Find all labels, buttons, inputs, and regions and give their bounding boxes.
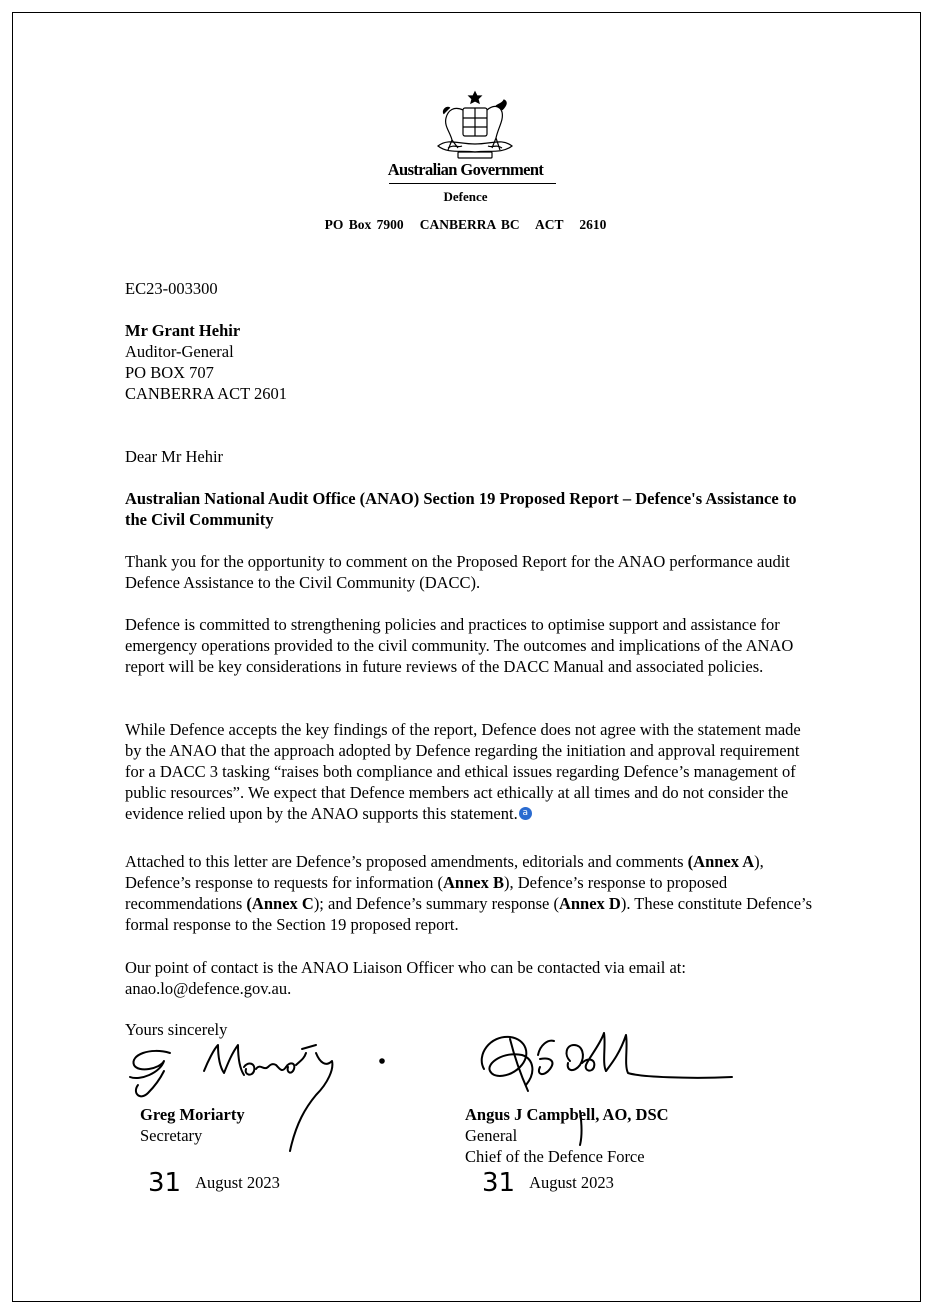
attachments-text-5: ). These constitute Defence’s formal response to the Section 19 proposed report. — [125, 894, 813, 934]
attachments-text-4: ); and Defence’s summary response ( — [313, 894, 559, 913]
reference-number: EC23-003300 — [125, 279, 218, 298]
addressee-city: CANBERRA ACT 2601 — [125, 384, 287, 403]
handwritten-day: 31 — [482, 1168, 516, 1198]
signatory-cdf — [465, 1104, 669, 1167]
addressee-block — [125, 320, 287, 404]
paragraph-commitment: Defence is committed to strengthening policies and practices to optimise support and assistance for emergency operations provided to the civil community. The outcomes and implications of the ANAO report will be key considerations in future reviews of the DACC Manual and associated policies. — [125, 615, 794, 676]
annex-c-label: Annex C — [251, 894, 314, 913]
paragraph-attachments — [125, 851, 815, 935]
attachments-text-1: Attached to this letter are Defence’s proposed amendments, editorials and comments — [125, 852, 688, 871]
signatory-role: Secretary — [140, 1126, 203, 1145]
subject-line: Australian National Audit Office (ANAO) Section 19 Proposed Report – Defence's Assistance to the Civil Community — [125, 489, 797, 529]
annotation-marker-icon[interactable]: a — [519, 807, 532, 820]
signature-date-cdf — [482, 1168, 614, 1198]
handwritten-day: 31 — [148, 1168, 182, 1198]
addressee-box: PO BOX 707 — [125, 363, 214, 382]
annex-d-label: Annex D — [558, 894, 621, 913]
government-name: Australian Government — [387, 160, 544, 179]
paragraph-thanks: Thank you for the opportunity to comment on the Proposed Report for the ANAO performance audit Defence Assistance to the Civil Community (DACC). — [125, 552, 790, 592]
paragraph-contact: Our point of contact is the ANAO Liaison Officer who can be contacted via email at: anao.lo@defence.gov.au. — [125, 958, 686, 998]
signatory-role: Chief of the Defence Force — [465, 1147, 645, 1166]
coat-of-arms-icon — [428, 88, 522, 160]
addressee-title: Auditor-General — [125, 342, 234, 361]
department-address: PO Box 7900 CANBERRA BC ACT 2610 — [324, 217, 607, 232]
date-month-year: August 2023 — [195, 1173, 280, 1192]
attachments-paren-c: ( — [246, 894, 252, 913]
department-name: Defence — [443, 189, 488, 204]
attachments-paren-a: ( — [687, 852, 694, 871]
signatory-rank: General — [465, 1126, 518, 1145]
date-month-year: August 2023 — [529, 1173, 614, 1192]
salutation: Dear Mr Hehir — [125, 447, 224, 466]
attachments-text-3: ), Defence’s response to proposed recommendations — [125, 873, 728, 913]
addressee-name: Mr Grant Hehir — [125, 321, 241, 340]
paragraph-disagreement — [125, 719, 815, 824]
paragraph-disagreement-text: While Defence accepts the key findings of the report, Defence does not agree with the statement made by the ANAO that the approach adopted by Defence regarding the initiation and approval requirement for a DACC 3 tasking “raises both compliance and ethical issues regarding Defence’s management of public resources”. We expect that Defence members act ethically at all times and do not consider the evidence relied upon by the ANAO supports this statement. — [125, 720, 801, 823]
letterhead-divider — [389, 183, 556, 184]
signatory-name: Greg Moriarty — [140, 1105, 245, 1124]
annex-a-label: Annex A — [693, 852, 755, 871]
signatory-secretary — [140, 1104, 245, 1146]
closing: Yours sincerely — [125, 1020, 228, 1039]
annex-b-label: Annex B — [442, 873, 504, 892]
signatory-name: Angus J Campbell, AO, DSC — [465, 1105, 669, 1124]
attachments-text-2: ), Defence’s response to requests for information ( — [125, 852, 764, 892]
signature-date-secretary — [148, 1168, 280, 1198]
